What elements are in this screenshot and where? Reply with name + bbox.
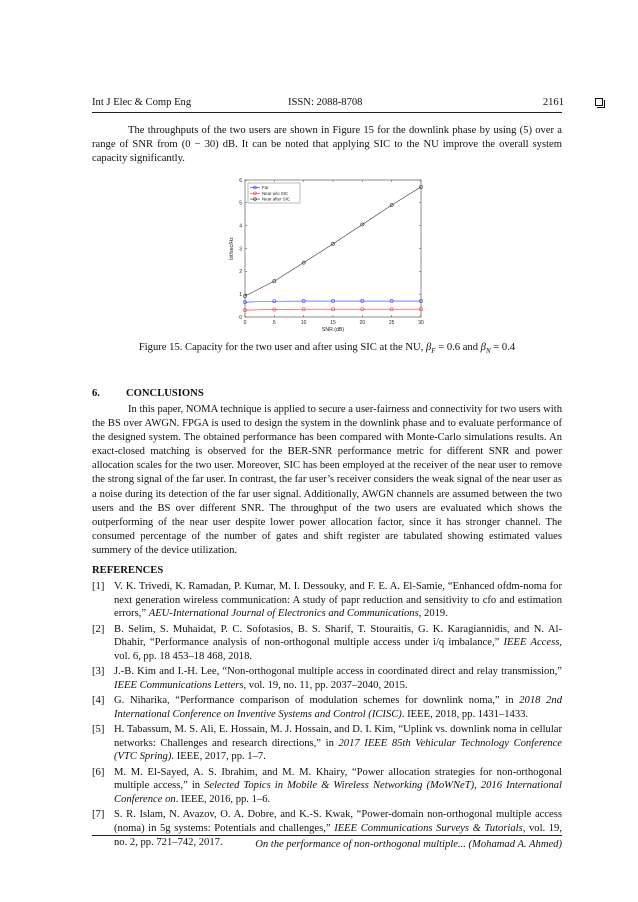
footer-rule: [92, 835, 562, 836]
legend-label: Far: [262, 185, 269, 191]
issn: ISSN: 2088-8708: [288, 97, 363, 108]
legend-label: Near after SIC: [262, 196, 291, 202]
header-rule: [92, 112, 562, 113]
reference-item: [92, 723, 562, 764]
reference-venue: Selected Topics in Mobile & Wireless Networking (MoWNeT), 2016 International Conference on: [114, 780, 562, 806]
page-number: 2161: [542, 97, 564, 108]
section-heading: [92, 388, 204, 399]
reference-authors: S. R. Islam, N. Avazov, O. A. Dobre, and K.-S. Kwak, “Power-domain non-orthogonal multiple access (noma) in 5g systems: Potentials and challenges,”: [114, 809, 562, 834]
reference-authors: V. K. Trivedi, K. Ramadan, P. Kumar, M. I. Dessouky, and F. E. A. El-Samie, “Enhanced ofdm-noma for next generation wireless communication: A study of papr reduction and sensitivity to cfo and estimation errors,”: [114, 581, 562, 620]
page-footer: On the performance of non-orthogonal multiple... (Mohamad A. Ahmed): [255, 839, 562, 850]
reference-details: . IEEE, 2018, pp. 1431–1433.: [401, 708, 529, 720]
x-tick-label: 5: [272, 320, 276, 326]
caption-text: Figure 15. Capacity for the two user and after using SIC at the NU, $\beta_F = 0.6$ and $\beta_N = 0.4$: [138, 342, 516, 356]
y-tick-label: 5: [239, 200, 242, 207]
reference-item: [92, 694, 562, 721]
references-heading: REFERENCES: [92, 565, 164, 576]
reference-venue: IEEE Access: [503, 637, 560, 649]
reference-details: , vol. 6, pp. 18 453–18 468, 2018.: [114, 637, 562, 663]
reference-number: [7]: [92, 809, 105, 821]
section-number: 6.: [92, 388, 100, 399]
reference-details: , 2019.: [418, 608, 448, 620]
intro-paragraph: The throughputs of the two users are shown in Figure 15 for the downlink phase by using (5) over a range of SNR from (0 − 30) dB. It can be noted that applying SIC to the NU improve the overall system capacity significantly.: [92, 125, 562, 165]
reference-item: [92, 665, 562, 692]
x-tick-label: 25: [388, 320, 395, 326]
reference-number: [1]: [92, 581, 105, 592]
reference-number: [5]: [92, 724, 105, 736]
reference-venue: IEEE Communications Letters: [114, 679, 244, 691]
reference-details: . IEEE, 2017, pp. 1–7.: [171, 751, 266, 763]
y-tick-label: 4: [239, 223, 242, 230]
reference-number: [2]: [92, 623, 105, 635]
reference-authors: J.-B. Kim and I.-H. Lee, “Non-orthogonal multiple access in coordinated direct and relay transmission,”: [114, 666, 562, 678]
reference-venue: 2018 2nd International Conference on Inventive Systems and Control (ICISC): [114, 695, 562, 720]
references-list: [92, 580, 562, 851]
y-tick-label: 6: [239, 177, 242, 184]
reference-number: [4]: [92, 695, 105, 707]
x-tick-label: 10: [300, 320, 307, 326]
reference-venue: 2017 IEEE 85th Vehicular Technology Conference (VTC Spring): [114, 737, 563, 763]
reference-details: , vol. 19, no. 11, pp. 2037–2040, 2015.: [243, 679, 408, 691]
reference-details: . IEEE, 2016, pp. 1–6.: [175, 794, 271, 806]
x-axis-label: SNR (dB): [321, 327, 345, 333]
page-header: [92, 96, 562, 110]
y-tick-label: 3: [239, 246, 242, 253]
reference-item: [92, 580, 562, 621]
x-tick-label: 30: [418, 320, 424, 326]
figure-caption: [92, 341, 562, 358]
journal-name: Int J Elec & Comp Eng: [92, 97, 192, 108]
x-tick-label: 0: [243, 320, 247, 326]
reference-authors: G. Niharika, “Performance comparison of modulation schemes for downlink noma,” in: [114, 695, 520, 707]
section-title: CONCLUSIONS: [126, 388, 204, 399]
reference-number: [6]: [92, 766, 105, 778]
reference-authors: H. Tabassum, M. S. Ali, E. Hossain, M. J. Hossain, and D. I. Kim, “Uplink vs. downlink noma in cellular networks: Challenges and research directions,” in: [114, 724, 562, 749]
figure-15: [228, 174, 428, 334]
reference-authors: B. Selim, S. Muhaidat, P. C. Sofotasios, B. S. Sharif, T. Stouraitis, G. K. Karagiannidis, and N. Al-Dhahir, “Performance analysis of non-orthogonal multiple access under i/q imbalance,”: [114, 623, 562, 649]
reference-venue: AEU-International Journal of Electronics and Communications: [148, 608, 419, 620]
y-tick-label: 2: [239, 269, 242, 276]
x-tick-label: 20: [359, 320, 366, 326]
y-axis-label: bit/sec/Hz: [229, 237, 235, 260]
x-tick-label: 15: [330, 320, 336, 326]
legend-label: Near w/o SIC: [262, 190, 289, 196]
reference-details: , vol. 19, no. 2, pp. 721–742, 2017.: [114, 822, 563, 848]
square-icon: [595, 98, 603, 106]
reference-authors: M. M. El-Sayed, A. S. Ibrahim, and M. M. Khairy, “Power allocation strategies for non-orthogonal multiple access,” in: [114, 766, 562, 792]
reference-item: [92, 766, 562, 807]
reference-venue: IEEE Communications Surveys & Tutorials: [334, 822, 523, 834]
capacity-chart: [228, 174, 428, 334]
y-tick-label: 1: [239, 291, 242, 298]
y-tick-label: 0: [239, 314, 242, 321]
conclusions-paragraph: In this paper, NOMA technique is applied to secure a user-fairness and connectivity for two users with the BS over AWGN. FPGA is used to design the system in the downlink phase and to evaluate performance of the designed system. The obtained performance has been compared with Monte-Carlo simulations results. An exact-closed matching is observed for the BER-SNR performance metric for different SNR and power allocation scales for the two user. Moreover, SIC has been employed at the receiver of the near user to remove the strong signal of the far user. In contrast, the far user’s receiver considers the weak signal of the near user as a noise during its detection of the far user signal. Additionally, AWGN channels are assumed between the two users and the BS over different SNR. The throughput of the two users are evaluated which shows the outperforming of the near user despite lower power allocation factor, since it has stronger channel. The consumed percentage of the number of gates and shift register are tabulated showing estimated values summery of the device utilization.: [92, 404, 562, 556]
reference-number: [3]: [92, 666, 105, 678]
reference-item: [92, 623, 562, 664]
